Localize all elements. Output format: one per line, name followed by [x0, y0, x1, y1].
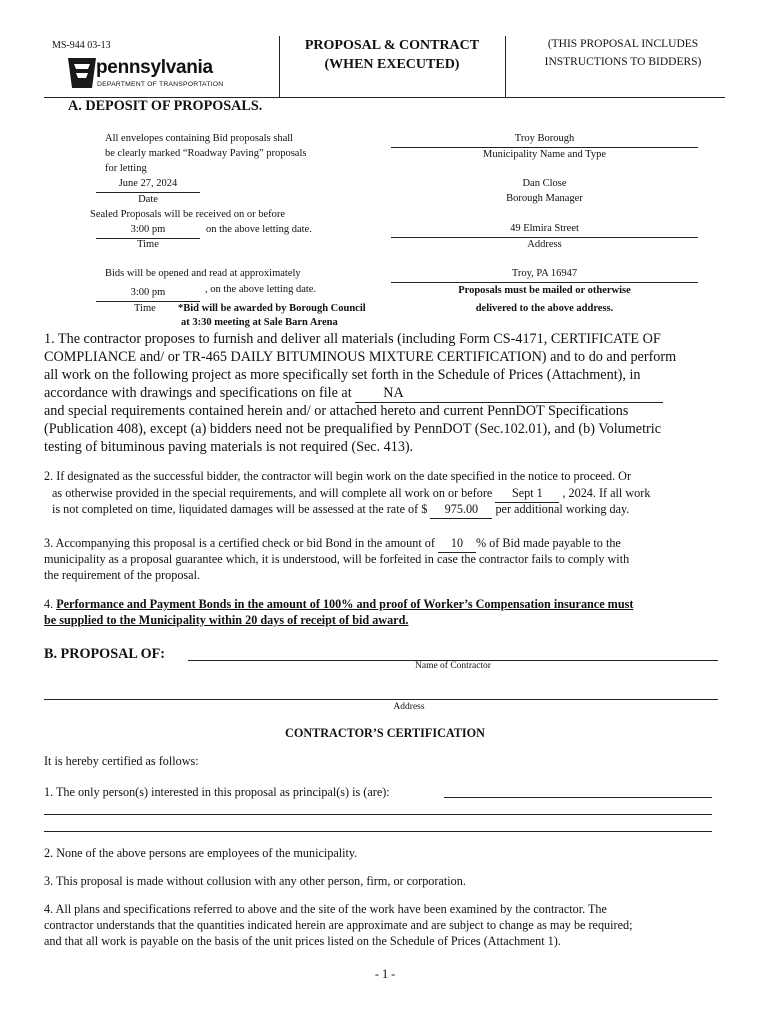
form-title: PROPOSAL & CONTRACT [304, 38, 480, 53]
manager-title: Borough Manager [506, 193, 583, 204]
award-note-line1: *Bid will be awarded by Borough Council [178, 303, 366, 314]
bids-opened-text: Bids will be opened and read at approximately [105, 268, 301, 279]
municipality-field[interactable]: Troy Borough [391, 131, 698, 148]
page-number: - 1 - [374, 967, 396, 981]
para1-line4-prefix: accordance with drawings and specifications on file at [44, 385, 352, 401]
letting-date-label: Date [138, 194, 158, 205]
para2-line2 [52, 485, 650, 503]
specifications-location-field[interactable] [355, 384, 663, 403]
principals-field-line3[interactable] [44, 831, 712, 832]
para1-line4 [44, 384, 663, 403]
street-address-field[interactable]: 49 Elmira Street [391, 221, 698, 238]
para2-line2-prefix: as otherwise provided in the special requirements, and will complete all work on or before [52, 486, 493, 500]
receive-time-label: Time [137, 239, 159, 250]
contractor-address-field[interactable] [44, 699, 718, 700]
completion-date-field[interactable]: Sept 1 [495, 485, 559, 503]
cert-item-1: 1. The only person(s) interested in this proposal as principal(s) is (are): [44, 785, 390, 799]
logo-name: pennsylvania [96, 57, 213, 78]
cert-item-4-line1: 4. All plans and specifications referred to above and the site of the work have been examined by the contractor. The [44, 902, 607, 916]
para1-line6: (Publication 408), except (a) bidders need not be prequalified by PennDOT (Sec.102.01), and (b) Volumetric [44, 421, 661, 437]
letting-date-field[interactable]: June 27, 2024 [96, 176, 200, 193]
principals-field-line1[interactable] [444, 797, 712, 798]
open-time-suffix: , on the above letting date. [205, 284, 317, 295]
proposal-note-line1: (THIS PROPOSAL INCLUDES [547, 38, 699, 50]
para2-line2-suffix: , 2024. If all work [562, 486, 651, 500]
envelope-instructions-2: be clearly marked “Roadway Paving” proposals [105, 148, 307, 159]
award-note-line2: at 3:30 meeting at Sale Barn Arena [181, 317, 338, 328]
contractor-name-label: Name of Contractor [415, 661, 491, 671]
keystone-logo-icon [66, 56, 98, 90]
para1-line7: testing of bituminous paving materials is not required (Sec. 413). [44, 439, 414, 455]
para2-line1: 2. If designated as the successful bidder, the contractor will begin work on the date specified in the notice to proceed. Or [44, 469, 632, 483]
cert-item-4-line3: and that all work is payable on the basis of the unit prices listed on the Schedule of Prices (Attachment 1). [44, 934, 561, 948]
para2-line3-prefix: is not completed on time, liquidated damages will be assessed at the rate of $ [52, 502, 428, 516]
open-time-field[interactable]: 3:00 pm [96, 285, 200, 302]
liquidated-damages-field[interactable]: 975.00 [430, 501, 492, 519]
manager-name: Dan Close [522, 178, 567, 189]
city-state-field[interactable]: Troy, PA 16947 [391, 266, 698, 283]
municipality-label: Municipality Name and Type [482, 149, 606, 160]
specifications-location-value: NA [383, 385, 404, 401]
envelope-instructions-1: All envelopes containing Bid proposals shall [105, 133, 294, 144]
para1-line5: and special requirements contained herein and/ or attached hereto and current PennDOT Specifications [44, 403, 629, 419]
para1-line2: COMPLIANCE and/ or TR-465 DAILY BITUMINOUS MIXTURE CERTIFICATION) and to do and perform [44, 349, 677, 365]
mail-instruction-line1: Proposals must be mailed or otherwise [458, 285, 631, 296]
contractor-address-label: Address [393, 702, 425, 712]
para2-line3-suffix: per additional working day. [495, 502, 630, 516]
cert-item-4-line2: contractor understands that the quantities indicated herein are approximate and are subject to change as may be required; [44, 918, 633, 932]
proposal-note-line2: INSTRUCTIONS TO BIDDERS) [544, 56, 702, 68]
section-a-heading: A. DEPOSIT OF PROPOSALS. [68, 98, 263, 114]
para1-line3: all work on the following project as more specifically set forth in the Schedule of Prices (Attachment), in [44, 367, 641, 383]
cert-item-2: 2. None of the above persons are employees of the municipality. [44, 846, 358, 860]
form-subtitle: (WHEN EXECUTED) [324, 57, 460, 72]
para3-line3: the requirement of the proposal. [44, 568, 201, 582]
para3-line1-suffix: % of Bid made payable to the [475, 536, 621, 550]
sealed-proposals-text: Sealed Proposals will be received on or before [90, 209, 286, 220]
para1-line1: 1. The contractor proposes to furnish and deliver all materials (including Form CS-4171, CERTIFICATE OF [44, 331, 661, 347]
receive-time-field[interactable]: 3:00 pm [96, 222, 200, 239]
certification-intro: It is hereby certified as follows: [44, 754, 199, 768]
section-b-heading: B. PROPOSAL OF: [44, 646, 165, 662]
form-number: MS-944 03-13 [52, 40, 111, 51]
para3-line1-prefix: 3. Accompanying this proposal is a certified check or bid Bond in the amount of [44, 536, 435, 550]
para3-line2: municipality as a proposal guarantee which, it is understood, will be forfeited in case the contractor fails to comply with [44, 552, 630, 566]
street-address-label: Address [527, 239, 562, 250]
envelope-instructions-3: for letting [105, 163, 147, 174]
para4-line1-text: Performance and Payment Bonds in the amount of 100% and proof of Worker’s Compensation insurance must [56, 597, 634, 611]
para4-line1 [44, 596, 633, 613]
mail-instruction-line2: delivered to the above address. [475, 303, 614, 314]
para2-line3 [52, 501, 629, 519]
para3-line1 [44, 535, 621, 553]
para4-number: 4. [44, 597, 54, 611]
receive-time-suffix: on the above letting date. [206, 224, 312, 235]
bid-bond-percent-field[interactable]: 10 [438, 535, 476, 553]
principals-field-line2[interactable] [44, 814, 712, 815]
para4-line2: be supplied to the Municipality within 20 days of receipt of bid award. [44, 613, 409, 627]
cert-item-3: 3. This proposal is made without collusion with any other person, firm, or corporation. [44, 874, 466, 888]
certification-title: CONTRACTOR’S CERTIFICATION [285, 726, 485, 740]
logo-subtitle: DEPARTMENT OF TRANSPORTATION [97, 81, 224, 88]
open-time-label: Time [134, 303, 156, 314]
